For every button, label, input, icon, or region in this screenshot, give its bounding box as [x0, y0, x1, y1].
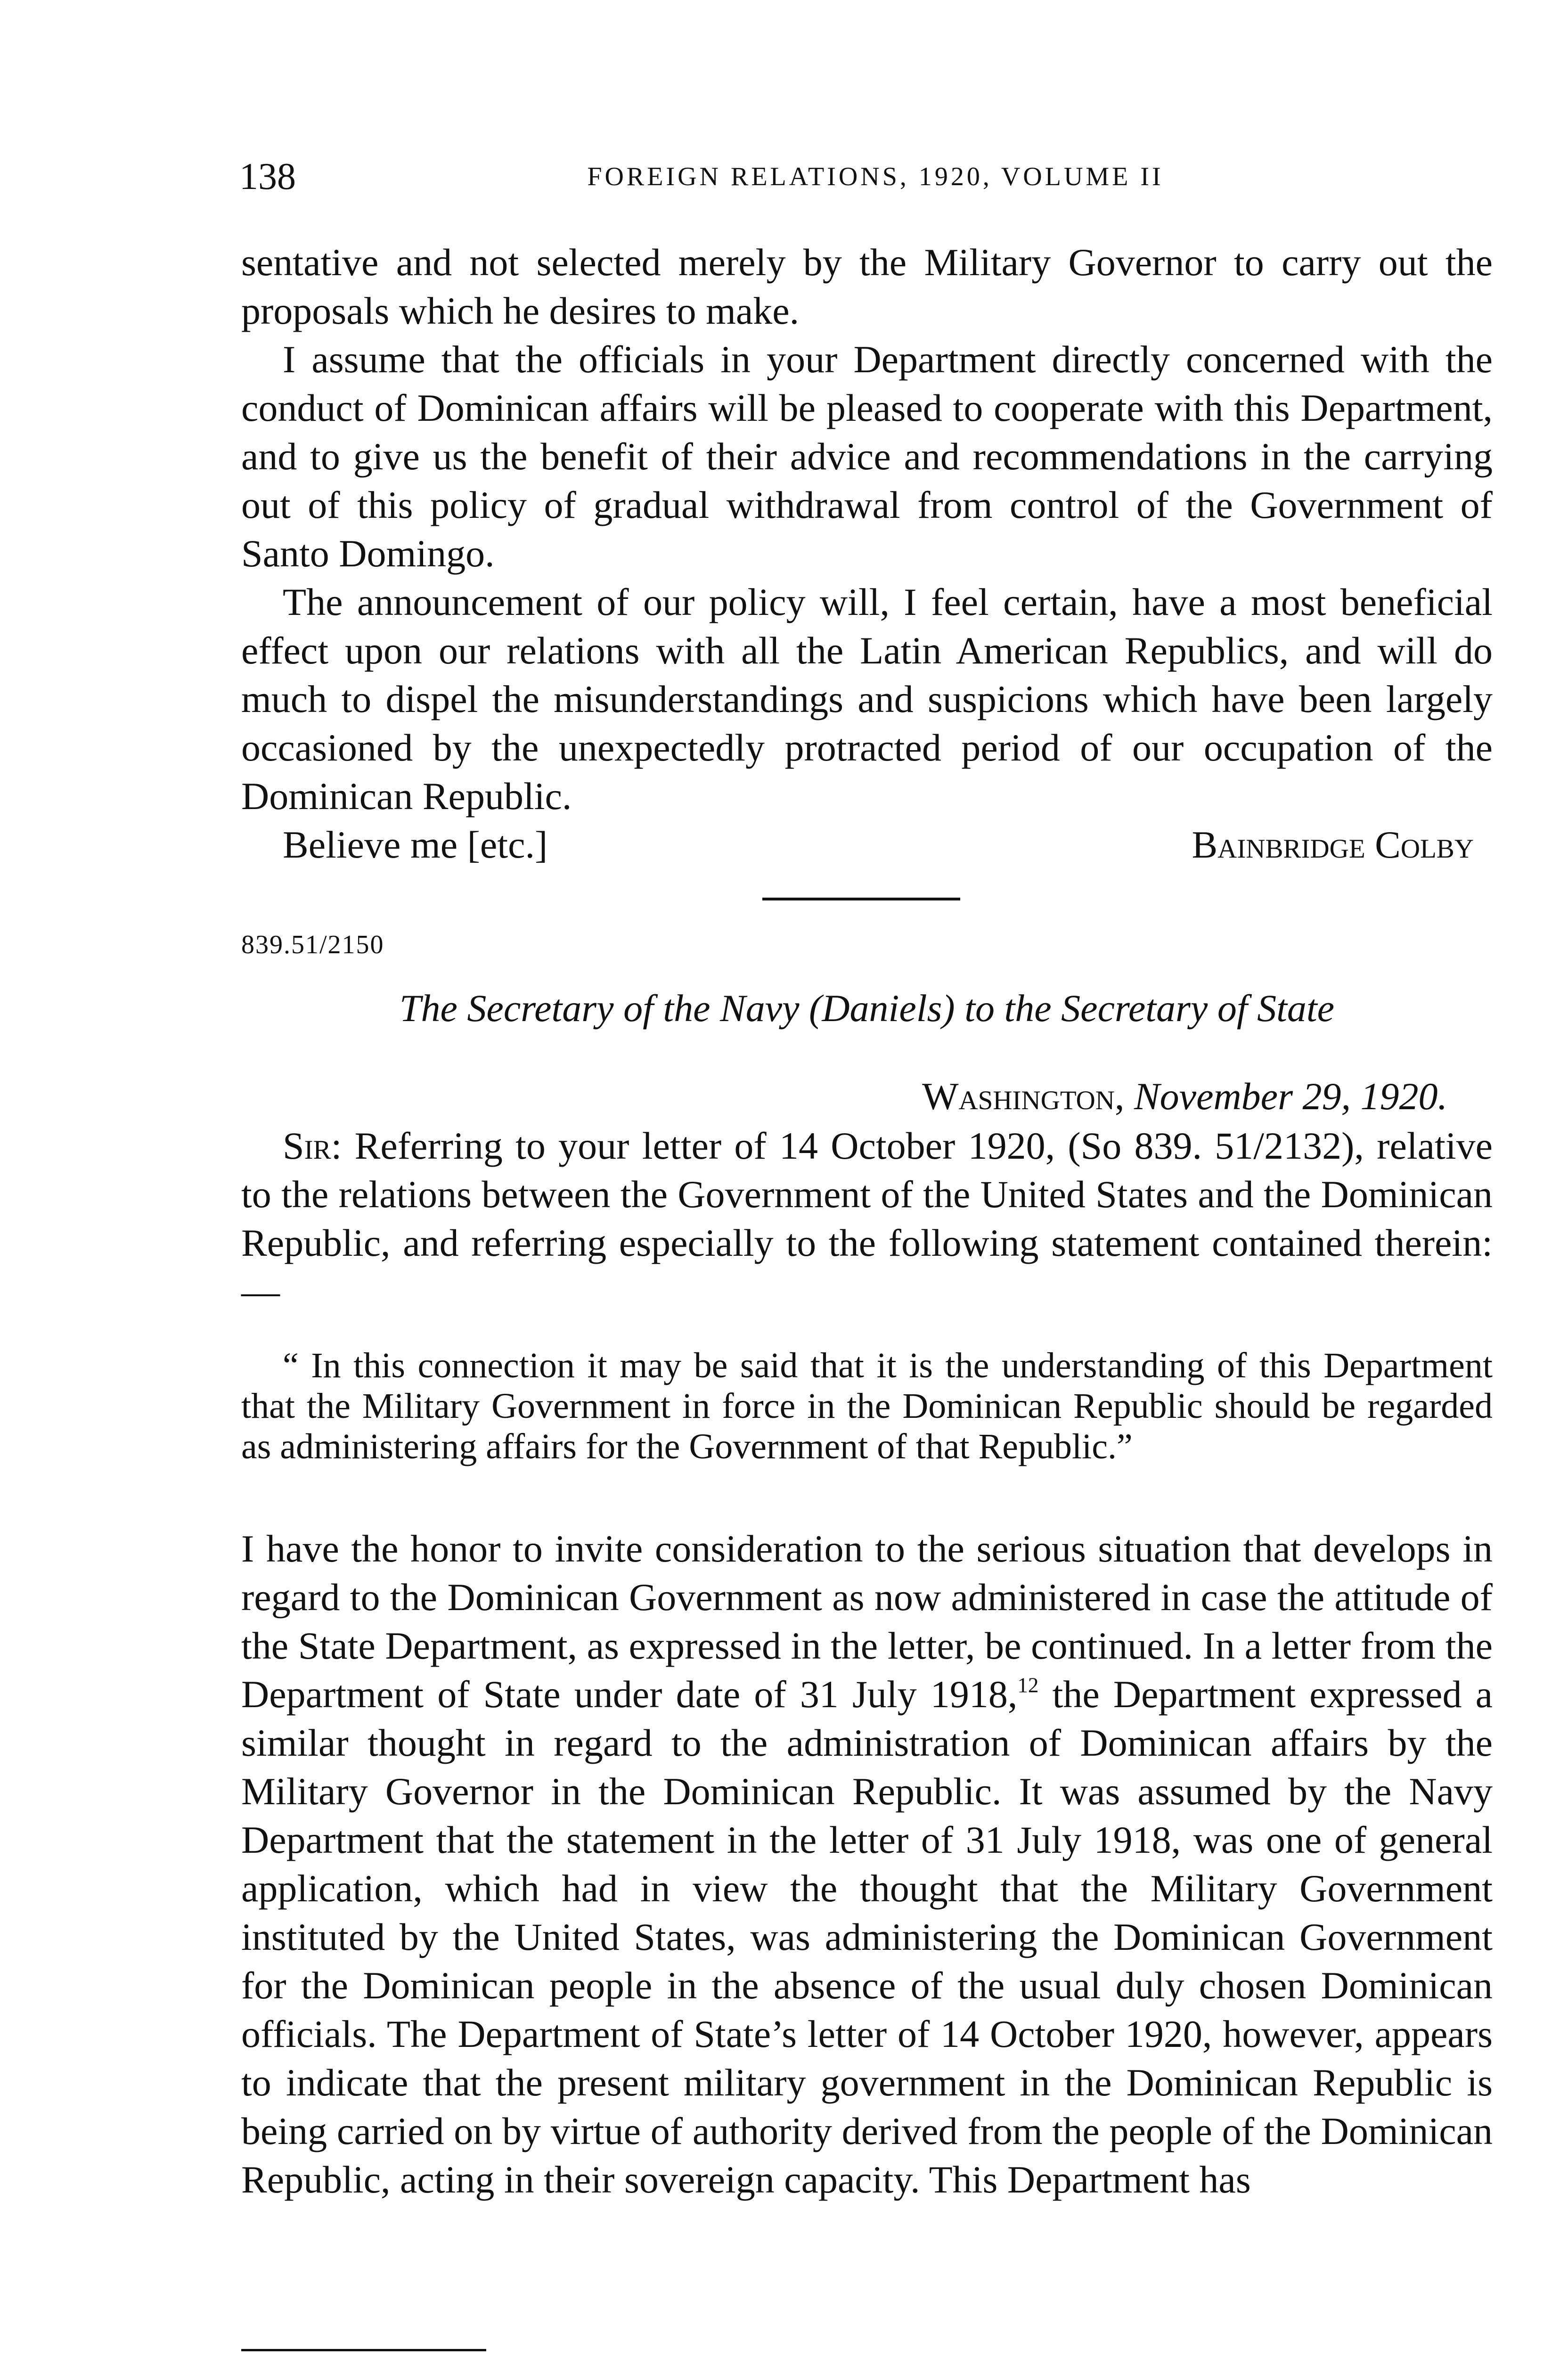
intro-text: Referring to your letter of 14 October 1920, (So 839. 51/2132), relative to the relations between the Government of the United States and the Dominican Republic, and referring especially to the following statement contained therein:—: [241, 1124, 1493, 1313]
footnote-reference: 12: [1017, 1673, 1039, 1697]
intro-paragraph: [241, 1121, 1493, 1316]
paragraph: sentative and not selected merely by the Military Governor to carry out the proposals which he desires to make.: [241, 241, 1493, 332]
quote-text: “ In this connection it may be said that it is the understanding of this Department that the Military Government in force in the Dominican Republic should be regarded as administering affairs for the Government of that Republic.”: [241, 1346, 1493, 1466]
section-divider: [762, 898, 960, 900]
running-title: FOREIGN RELATIONS, 1920, VOLUME II: [587, 162, 1164, 191]
paragraph: I assume that the officials in your Department directly concerned with the conduct of Dominican affairs will be pleased to cooperate with this Department, and to give us the benefit of their advice and recommendations in the carrying out of this policy of gradual withdrawal from control of the Government of Santo Domingo.: [241, 338, 1493, 575]
block-quote: [241, 1345, 1493, 1467]
letter-body: [241, 1524, 1493, 2204]
closing-row: [241, 820, 1493, 869]
dateline-place: Washington,: [922, 1075, 1125, 1118]
file-number: 839.51/2150: [241, 930, 384, 959]
body-text-part-2: the Department expressed a similar thought in regard to the administration of Dominican affairs by the Military Governor in the Dominican Republic. It was assumed by the Navy Department that the statement in the letter of 31 July 1918, was one of general application, which had in view the thought that the Military Government instituted by the United States, was administering the Dominican Government for the Dominican people in the absence of the usual duly chosen Dominican officials. The Department of State’s letter of 14 October 1920, however, appears to indicate that the present military government in the Dominican Republic is being carried on by virtue of authority derived from the people of the Dominican Republic, acting in their sovereign capacity. This Department has: [241, 1673, 1493, 2201]
body-text-part-1: I have the honor to invite consideration to the serious situation that develops in regard to the Dominican Government as now administered in case the attitude of the State Department, as expressed in the letter, be continued. In a letter from the Department of State under date of 31 July 1918,: [241, 1527, 1493, 1716]
page-header: [239, 151, 1493, 203]
complimentary-close: Believe me [etc.]: [283, 823, 548, 866]
salutation: Sir:: [283, 1124, 342, 1167]
dateline: [241, 1072, 1447, 1121]
signature: Bainbridge Colby: [1192, 823, 1474, 866]
page-number: 138: [239, 156, 296, 197]
previous-letter-conclusion: [241, 238, 1493, 869]
letter-intro: [241, 1121, 1493, 1316]
dateline-date: November 29, 1920.: [1134, 1075, 1447, 1118]
body-paragraph: [241, 1524, 1493, 2204]
document-title: The Secretary of the Navy (Daniels) to the Secretary of State: [399, 987, 1335, 1030]
paragraph: The announcement of our policy will, I feel certain, have a most beneficial effect upon our relations with all the Latin American Republics, and will do much to dispel the misunderstandings and suspicions which have been largely occasioned by the unexpectedly protracted period of our occupation of the Dominican Republic.: [241, 581, 1493, 818]
footnote-divider: [241, 2349, 486, 2351]
